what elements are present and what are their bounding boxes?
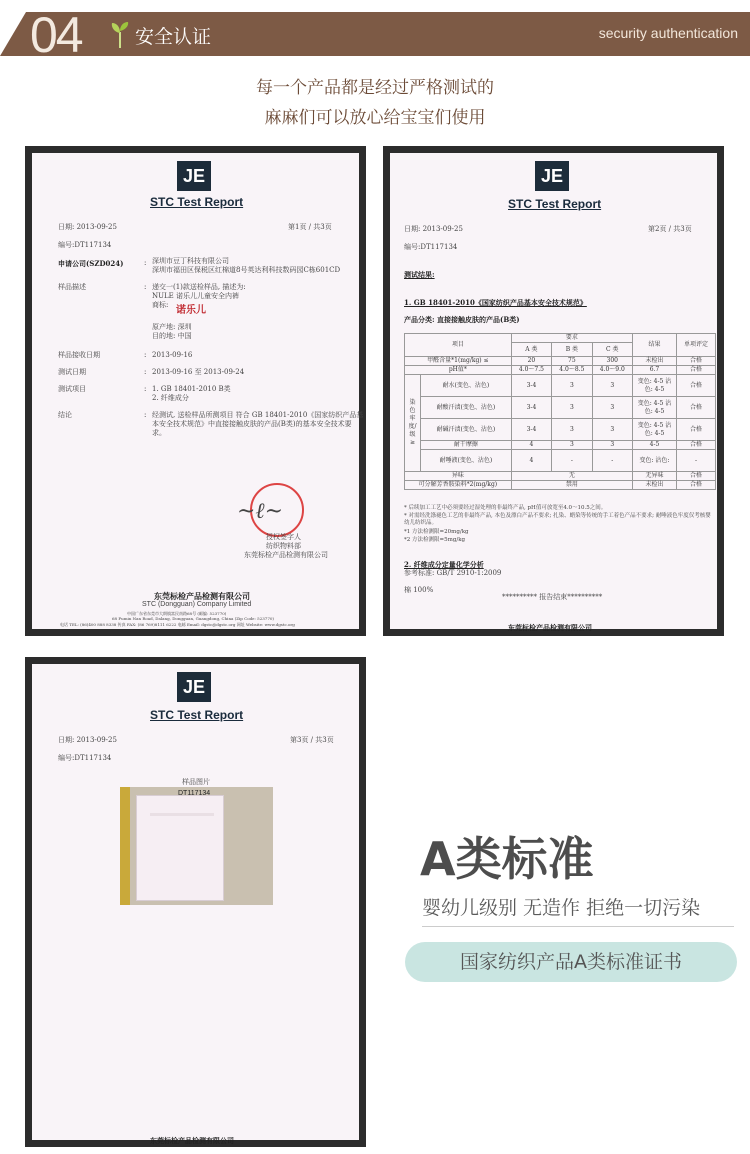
received-label: 样品接收日期 — [58, 351, 100, 359]
report-title: STC Test Report — [150, 708, 244, 722]
report-paper — [32, 664, 359, 1145]
table-row: 耐酸汗渍(变色、沾色) 3-4 3 3 变色: 4-5 沾色: 4-5 合格 — [405, 397, 716, 419]
footer-address-cn: 中国广东省东莞市大朗镇富民南路68号 (邮编: 523770) — [127, 611, 227, 616]
note-3: *1 方法检测限=20mg/kg — [404, 529, 469, 535]
fiber-result: 棉 100% — [404, 586, 434, 594]
note-1: * 后续加工工艺中必须要经过湿处理的非最终产品, pH值可放宽至4.0～10.5之间。 — [404, 505, 607, 511]
header-class-a: A 类 — [511, 343, 551, 357]
footer-address-en: 68 Fumin Nan Road, Dalang, Dongguan, Guangdong, China (Zip Code: 523770) — [112, 616, 274, 621]
table-row: 染色牢度/级≥ 耐水(变色、沾色) 3-4 3 3 变色: 4-5 沾色: 4-5 合格 — [405, 375, 716, 397]
report-paper: JE STC Test Report 日期: 2013-09-25 第1页 / 共3页 编号:DT117134 申请公司(SZD024) : 深圳市豆丁科技有限公司 深圳市福田区保税区红棉道8号英达利科技数码园C栋601CD 样品描述 : 递交一(1)款送检样品, 描述为: NULE 诺乐儿儿童安全内裤 商标: 诺乐儿 原产地: 深圳 目的地: 中国 样品接收日期 : 2013-09-16 测试日期 : 2013-09-16 至 2013-09-24 测试项目 : 1. GB 18401-2010 B类 2. 纤维成分 结论 : 经测试, 送检样品所测项目 符合 GB 18401-2010《国家纺织产品基 本安全技术规范》中直接接触皮肤的产品(B类)的基本安全技术要 求。 ~ℓ~ 授权签字人 纺织物料部 东莞标检产品检测有限公司 东莞标检产品检测有限公司 STC (Dongguan) Company Limited 中国广东省东莞市大朗镇富民南路68号 (邮编: 523770) 68 Fumin Nan Road, Dalang, Dongguan, Guangdong, China (Zip Code: 523770) 电话 TEL: (86)400 888 8338 传真 FAX: (86 769)8111 6222 电邮 Email: dgstc@dgstc.org 网址 Website: www.dgstc.org — [32, 153, 359, 629]
intro-line-2: 麻麻们可以放心给宝宝们使用 — [264, 108, 486, 128]
items-value-2: 2. 纤维成分 — [152, 394, 189, 402]
header-result: 结果 — [632, 334, 676, 357]
applicant-label: 申请公司(SZD024) — [58, 259, 124, 268]
sample-desc-2: NULE 诺乐儿儿童安全内裤 — [152, 292, 240, 300]
results-table — [404, 333, 716, 490]
table-row: 甲醛含量*1(mg/kg) ≤ 20 75 300 未检出 合格 — [405, 357, 716, 366]
origin: 原产地: 深圳 — [152, 323, 192, 331]
stc-logo-icon: JE — [177, 161, 211, 191]
report-title: STC Test Report — [508, 197, 602, 211]
sprout-icon — [110, 20, 130, 48]
company-name-en: STC (Dongguan) Company Limited — [142, 601, 252, 608]
fiber-heading: 2. 纤维成分定量化学分析 — [404, 560, 484, 569]
waistband — [150, 813, 214, 816]
fastness-label: 染色牢度/级≥ — [405, 375, 421, 472]
items-value-1: 1. GB 18401-2010 B类 — [152, 385, 231, 393]
certificate-badge: 国家纺织产品A类标准证书 — [405, 942, 737, 982]
report-date: 日期: 2013-09-25 — [58, 223, 117, 231]
section-banner — [0, 7, 750, 63]
intro-line-1: 每一个产品都是经过严格测试的 — [256, 78, 494, 98]
company-name-cn: 东莞标检产品检测有限公司 — [508, 623, 592, 632]
report-page: 第1页 / 共3页 — [288, 223, 332, 231]
garment-image — [136, 795, 224, 901]
ruler — [120, 787, 130, 905]
footer-contact: 电话 TEL: (86)400 888 8338 传真 FAX: (86 769)8111 6222 电邮 Email: dgstc@dgstc.org 网址 Website: www.dgstc.org — [60, 622, 295, 627]
report-end: ********** 报告结束********** — [502, 593, 603, 601]
table-row: pH值* 4.0～7.5 4.0～8.5 4.0～9.0 6.7 合格 — [405, 366, 716, 375]
report-date: 日期: 2013-09-25 — [404, 225, 463, 233]
banner-notch — [0, 12, 26, 56]
table-row: 可分解芳香胺染料*2(mg/kg) 禁用 未检出 合格 — [405, 481, 716, 490]
report-paper — [390, 153, 717, 632]
sample-photo — [120, 787, 273, 905]
table-row: 耐碱汗渍(变色、沾色) 3-4 3 3 变色: 4-5 沾色: 4-5 合格 — [405, 419, 716, 441]
applicant-name: 深圳市豆丁科技有限公司 — [152, 257, 229, 265]
header-eval: 单项评定 — [676, 334, 715, 357]
brand-logo: 诺乐儿 — [176, 305, 206, 316]
standard-heading: 1. GB 18401-2010《国家纺织产品基本安全技术规范》 — [404, 298, 587, 307]
report-number: 编号:DT117134 — [58, 241, 112, 249]
signer-company: 东莞标检产品检测有限公司 — [244, 551, 328, 559]
standard-subtitle: 婴幼儿级别 无造作 拒绝一切污染 — [422, 897, 701, 919]
stc-logo-icon: JE — [535, 161, 569, 191]
report-number: 编号:DT117134 — [404, 243, 458, 251]
header-requirement: 要求 — [511, 334, 632, 343]
header-class-b: B 类 — [552, 343, 592, 357]
stc-logo-icon: JE — [177, 672, 211, 702]
photo-label: 样品图片 — [182, 778, 210, 786]
section-number: 04 — [30, 7, 82, 63]
note-2: * 对需经洗涤褪色工艺的非最终产品, 本色及漂白产品不要求; 扎染、蜡染等传统的手工着色产品不要求; 耐唾液色牢度仅考核婴幼儿纺织品。 — [404, 513, 711, 526]
photo-code: DT117134 — [178, 790, 211, 797]
sample-label: 样品描述 — [58, 283, 86, 291]
results-heading: 测试结果: — [404, 270, 435, 279]
report-date: 日期: 2013-09-25 — [58, 736, 117, 744]
report-page-2 — [383, 146, 724, 636]
conclusion-3: 求。 — [152, 429, 166, 437]
standard-title: A类标准 — [420, 832, 594, 886]
company-name-cn: 东莞标检产品检测有限公司 — [154, 591, 250, 601]
table-row: 异味 无 无异味 合格 — [405, 472, 716, 481]
divider — [422, 926, 734, 927]
conclusion-1: 经测试, 送检样品所测项目 符合 GB 18401-2010《国家纺织产品基 — [152, 411, 364, 419]
product-category: 产品分类: 直接接触皮肤的产品(B类) — [404, 315, 520, 324]
signer-dept: 纺织物料部 — [266, 542, 301, 550]
test-date-label: 测试日期 — [58, 368, 86, 376]
section-title: 安全认证 — [135, 26, 212, 48]
signature: ~ℓ~ — [237, 499, 284, 524]
section-subtitle: security authentication — [598, 25, 738, 41]
fiber-standard: 参考标准: GB/T 2910-1:2009 — [404, 569, 502, 577]
header-item: 项目 — [405, 334, 512, 357]
report-page-3 — [25, 657, 366, 1147]
table-row: 耐唾液(变色、沾色) 4 - - 变色: 沾色: - — [405, 450, 716, 472]
report-page: 第2页 / 共3页 — [648, 225, 692, 233]
conclusion-label: 结论 — [58, 411, 72, 419]
sample-desc-3: 商标: — [152, 301, 169, 309]
test-date-value: 2013-09-16 至 2013-09-24 — [152, 368, 245, 376]
report-page-1 — [25, 146, 366, 636]
conclusion-2: 本安全技术规范》中直接接触皮肤的产品(B类)的基本安全技术要 — [152, 420, 352, 428]
report-page: 第3页 / 共3页 — [290, 736, 334, 744]
report-number: 编号:DT117134 — [58, 754, 112, 762]
received-value: 2013-09-16 — [152, 351, 193, 359]
header-class-c: C 类 — [592, 343, 632, 357]
table-row: 耐干摩擦 4 3 3 4-5 合格 — [405, 441, 716, 450]
note-4: *2 方法检测限=5mg/kg — [404, 537, 466, 543]
signer-title: 授权签字人 — [266, 533, 301, 541]
report-title: STC Test Report — [150, 195, 244, 209]
sample-desc-1: 递交一(1)款送检样品, 描述为: — [152, 283, 246, 291]
destination: 目的地: 中国 — [152, 332, 192, 340]
applicant-address: 深圳市福田区保税区红棉道8号英达利科技数码园C栋601CD — [152, 266, 341, 274]
company-name-cn: 东莞标检产品检测有限公司 — [150, 1136, 234, 1145]
items-label: 测试项目 — [58, 385, 86, 393]
